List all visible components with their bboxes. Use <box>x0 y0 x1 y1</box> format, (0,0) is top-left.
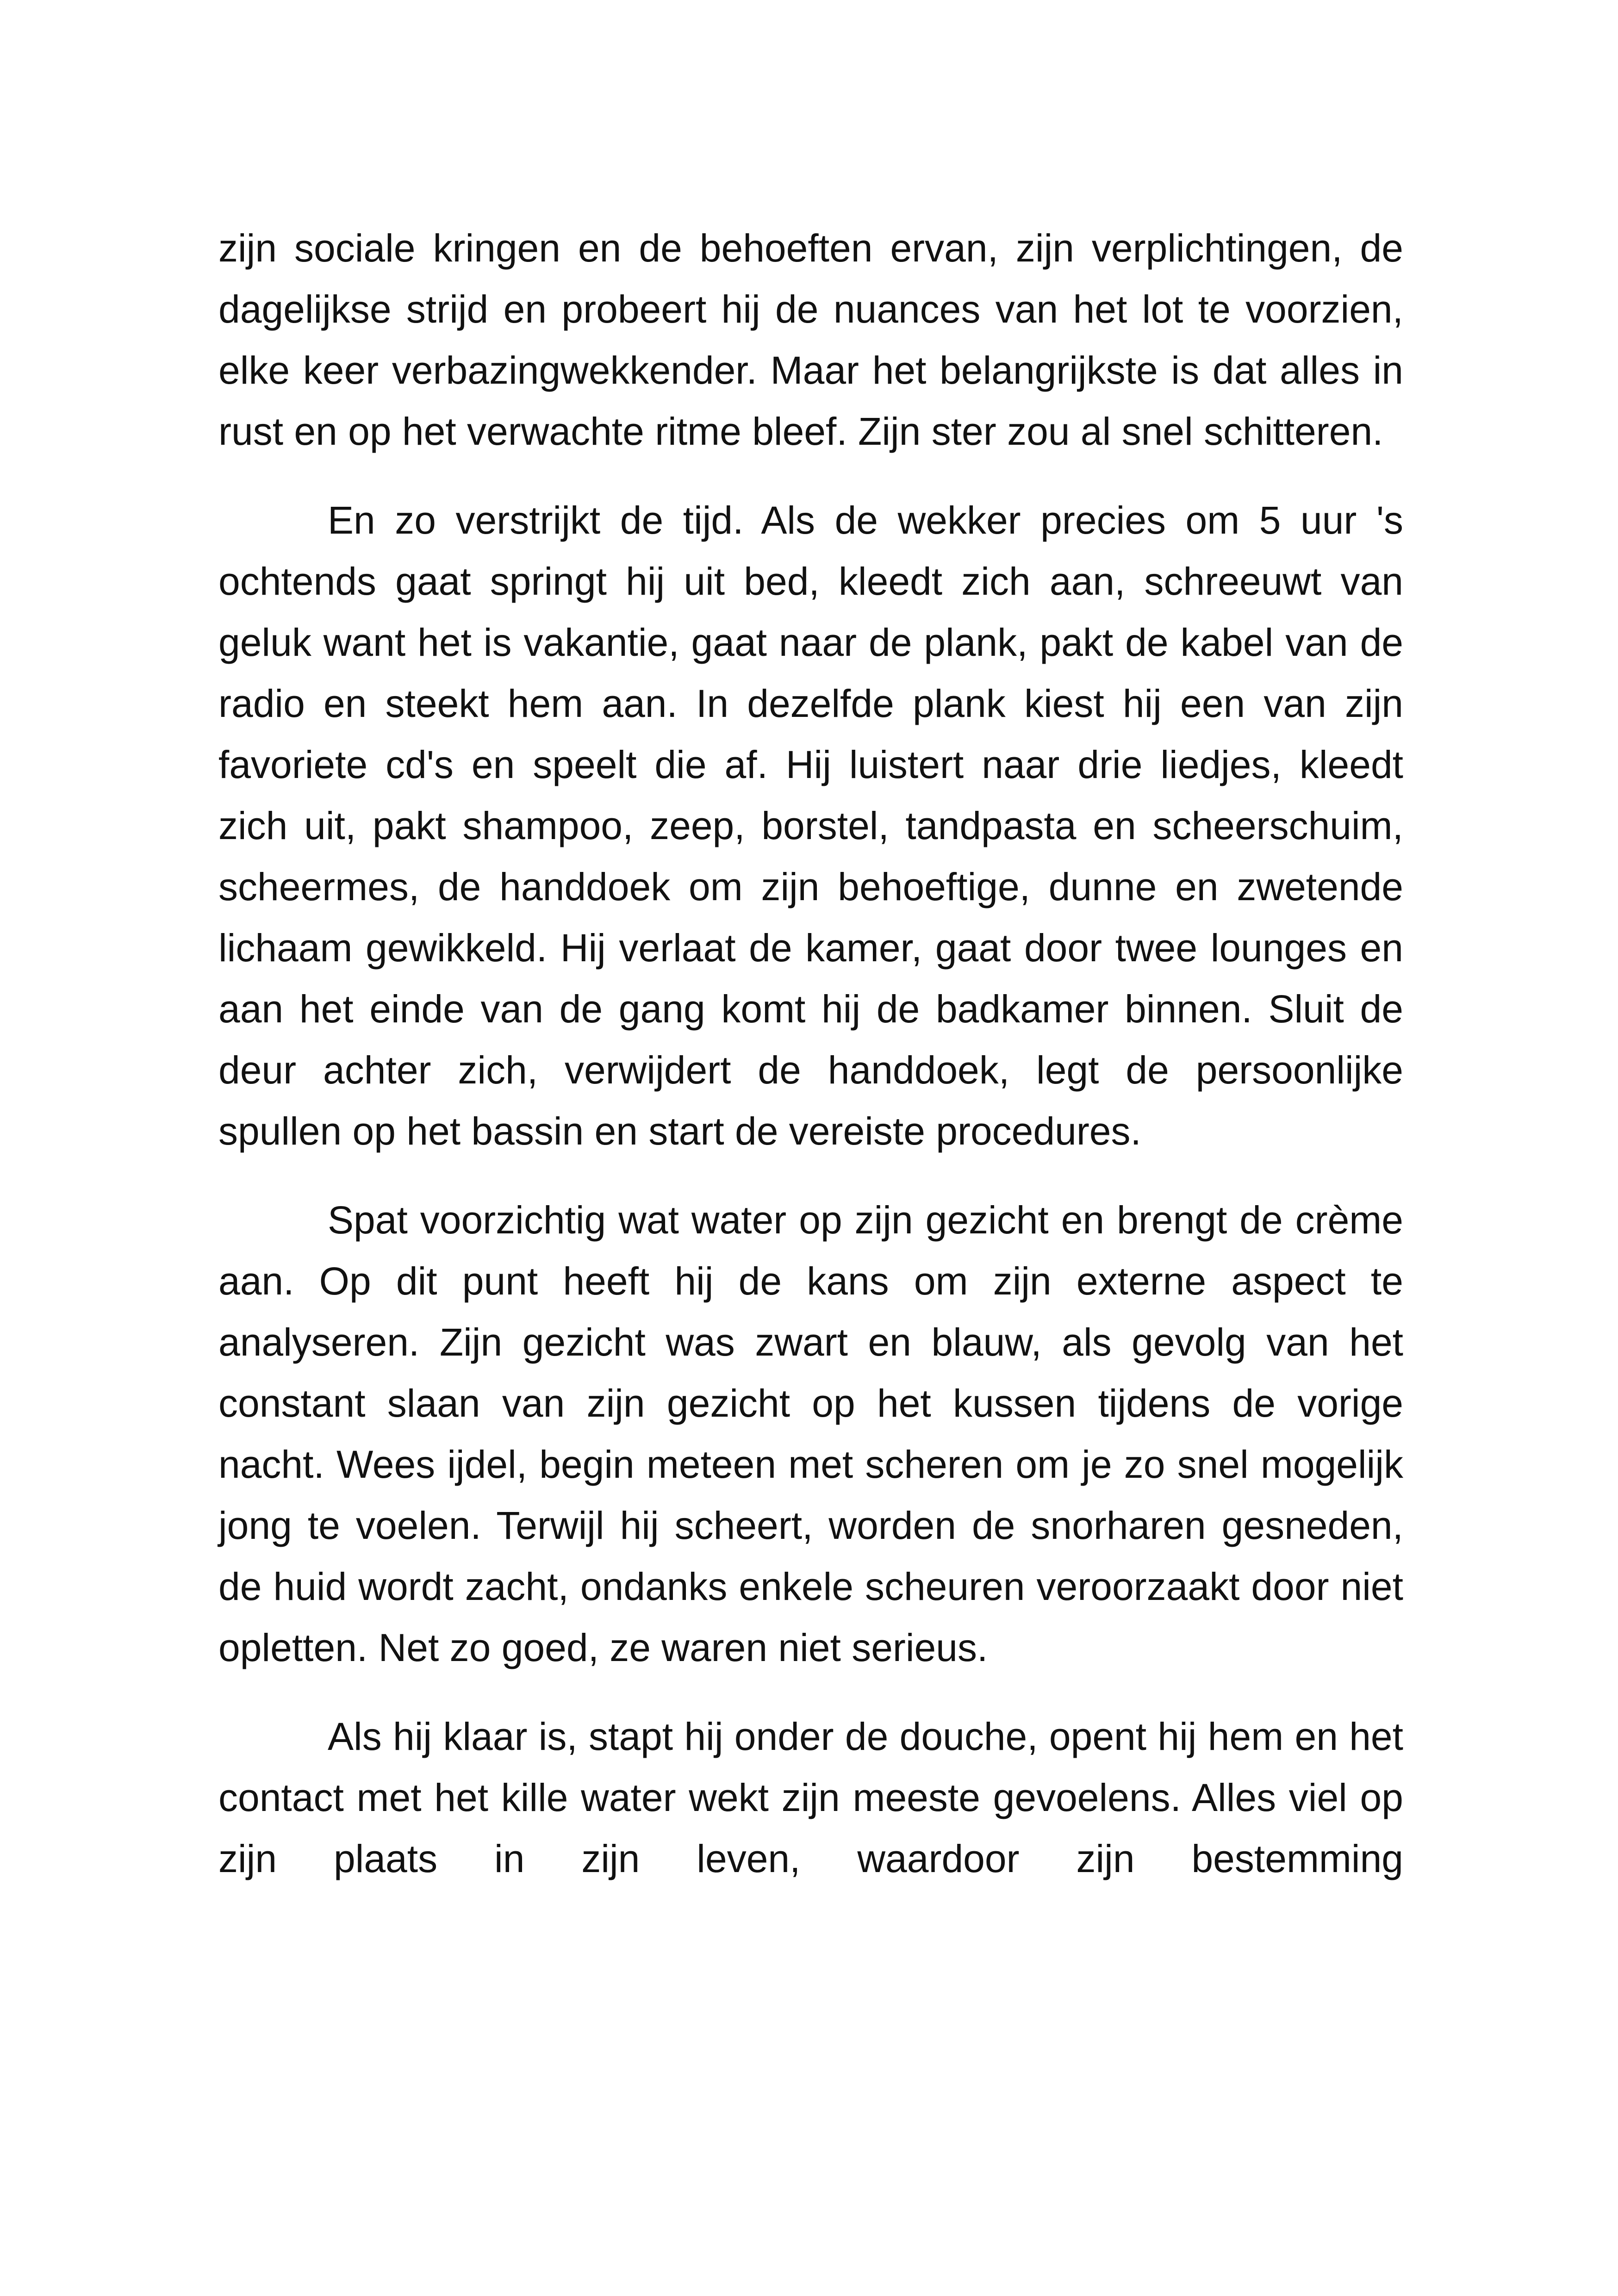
paragraph-3: Spat voorzichtig wat water op zijn gezicht en brengt de crème aan. Op dit punt heeft hij de kans om zijn externe aspect te analyseren. Zijn gezicht was zwart en blauw, als gevolg van het constant slaan van zijn gezicht op het kussen tijdens de vorige nacht. Wees ijdel, begin meteen met scheren om je zo snel mogelijk jong te voelen. Terwijl hij scheert, worden de snorharen gesneden, de huid wordt zacht, ondanks enkele scheuren veroorzaakt door niet opletten. Net zo goed, ze waren niet serieus. <box>218 1198 1403 1669</box>
paragraph-4: Als hij klaar is, stapt hij onder de douche, opent hij hem en het contact met het kille water wekt zijn meeste gevoelens. Alles viel op zijn plaats in zijn leven, waardoor zijn bestemming <box>218 1715 1403 1880</box>
paragraph-1: zijn sociale kringen en de behoeften ervan, zijn verplichtingen, de dagelijkse strijd en probeert hij de nuances van het lot te voorzien, elke keer verbazingwekkender. Maar het belangrijkste is dat alles in rust en op het verwachte ritme bleef. Zijn ster zou al snel schitteren. <box>218 226 1403 453</box>
body-text <box>218 218 1403 1889</box>
paragraph-2: En zo verstrijkt de tijd. Als de wekker precies om 5 uur 's ochtends gaat springt hij uit bed, kleedt zich aan, schreeuwt van geluk want het is vakantie, gaat naar de plank, pakt de kabel van de radio en steekt hem aan. In dezelfde plank kiest hij een van zijn favoriete cd's en speelt die af. Hij luistert naar drie liedjes, kleedt zich uit, pakt shampoo, zeep, borstel, tandpasta en scheerschuim, scheermes, de handdoek om zijn behoeftige, dunne en zwetende lichaam gewikkeld. Hij verlaat de kamer, gaat door twee lounges en aan het einde van de gang komt hij de badkamer binnen. Sluit de deur achter zich, verwijdert de handdoek, legt de persoonlijke spullen op het bassin en start de vereiste procedures. <box>218 498 1403 1153</box>
